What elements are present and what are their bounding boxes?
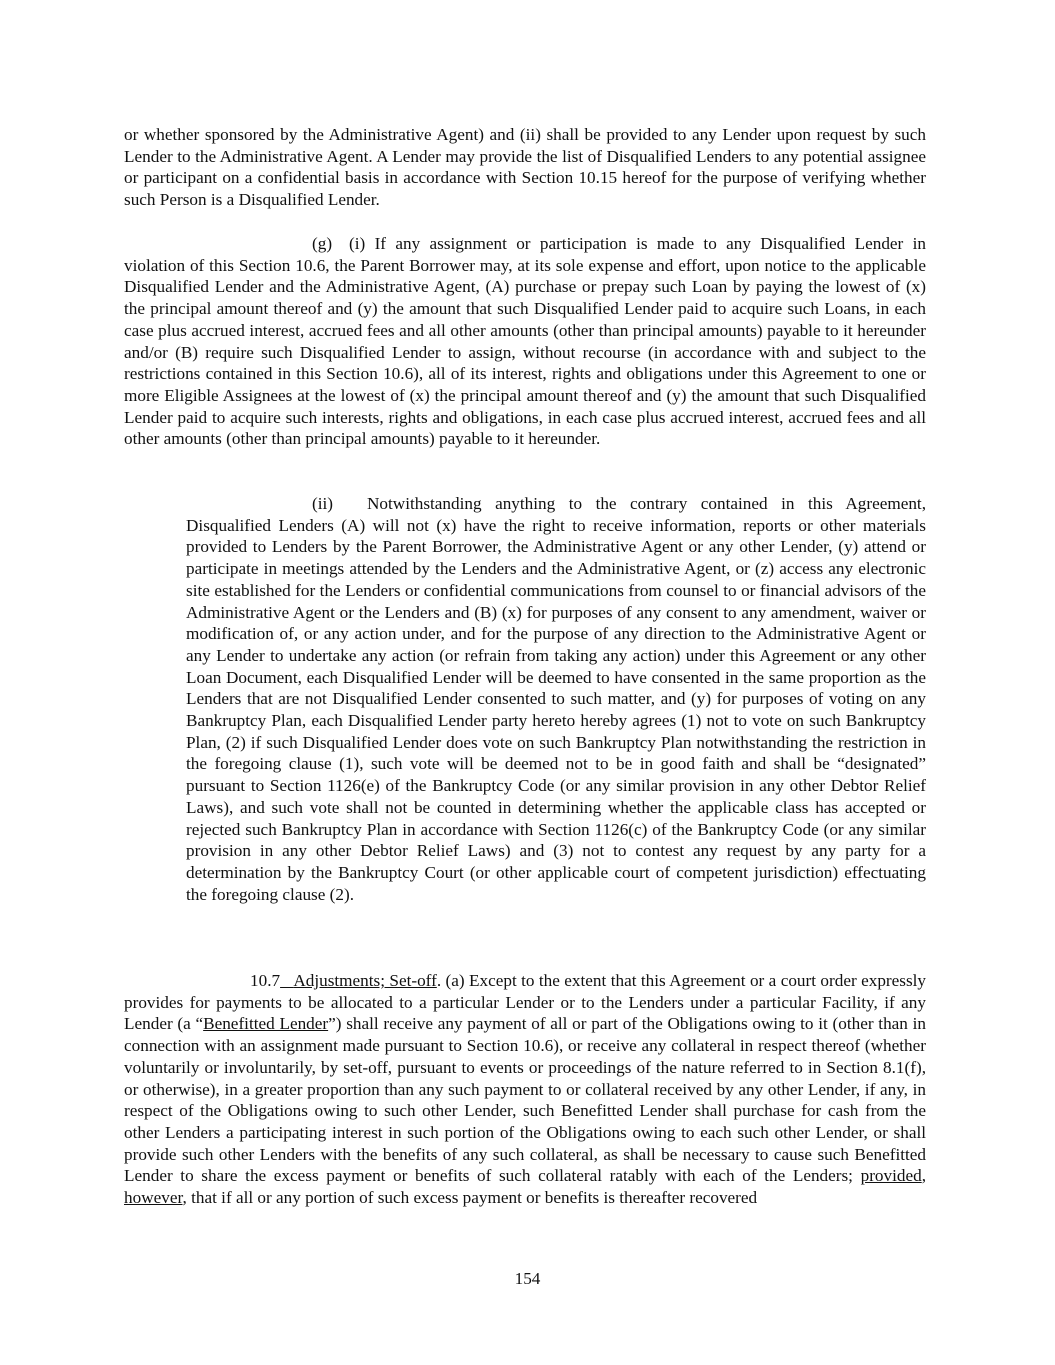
paragraph-continuation: [124, 124, 926, 211]
section-number: 10.7: [250, 971, 281, 990]
however-term: however: [124, 1188, 183, 1208]
paragraph-text: or whether sponsored by the Administrative Agent) and (ii) shall be provided to any Lender upon request by such Lender to the Administrative Agent. A Lender may provide the list of Disqualified Lenders to any potential assignee or participant on a confidential basis in accordance with Section 10.15 hereof for the purpose of verifying whether such Person is a Disqualified Lender.: [124, 125, 926, 210]
paragraph-text: If any assignment or participation is made to any Disqualified Lender in violation of this Section 10.6, the Parent Borrower may, at its sole expense and effort, upon notice to the applicable Disqualified Lender and the Administrative Agent, (A) purchase or prepay such Loan by paying the lowest of (x) the principal amount thereof and (y) the amount that such Disqualified Lender paid to acquire such Loans, in each case plus accrued interest, accrued fees and all other amounts (other than principal amounts) payable to it hereunder and/or (B) require such Disqualified Lender to assign, without recourse (in accordance with and subject to the restrictions contained in this Section 10.6), all of its interest, rights and obligations under this Agreement to one or more Eligible Assignees at the lowest of (x) the principal amount thereof and (y) the amount that such Disqualified Lender paid to acquire such interests, rights and obligations, in each case plus accrued interest, accrued fees and all other amounts (other than principal amounts) payable to it hereunder.: [124, 234, 926, 449]
paragraph-ii: [186, 493, 926, 905]
section-heading: Adjustments; Set-off: [293, 971, 437, 990]
clause-label-i: (i): [349, 234, 366, 253]
provided-term: provided: [860, 1166, 922, 1186]
paragraph-g: [124, 233, 926, 450]
defined-term: Benefitted Lender: [203, 1014, 329, 1034]
clause-label-ii: (ii): [312, 494, 333, 513]
clause-label-g: (g): [312, 234, 333, 253]
section-10-7: 10.7 Adjustments; Set-off. (a) Except to the extent that this Agreement or a court order expressly provides for payments to be allocated to a particular Lender or to the Lenders under a particular Facility, if any Lender (a “Benefitted Lender”) shall receive any payment of all or part of the Obligations owing to it (other than in connection with an assignment made pursuant to Section 10.6), or receive any collateral in respect thereof (whether voluntarily or involuntarily, by set-off, pursuant to events or proceedings of the nature referred to in Section 8.1(f), or otherwise), in a greater proportion than any such payment to or collateral received by any other Lender, if any, in respect of the Obligations owing to such other Lender, such Benefitted Lender shall purchase for cash from the other Lenders a participating interest in such portion of the Obligations owing to each such other Lender, or shall provide such other Lenders with the benefits of any such collateral, as shall be necessary to cause such Benefitted Lender to share the excess payment or benefits of such collateral ratably with each of the Lenders; provided, however, that if all or any portion of such excess payment or benefits is thereafter recovered: [124, 971, 927, 1208]
paragraph-text: Notwithstanding anything to the contrary contained in this Agreement, Disqualified Lenders (A) will not (x) have the right to receive information, reports or other materials provided to Lenders by the Parent Borrower, the Administrative Agent or any other Lender, (y) attend or participate in meetings attended by the Lenders and the Administrative Agent, or (z) access any electronic site established for the Lenders or confidential communications from counsel to or financial advisors of the Administrative Agent or the Lenders and (B) (x) for purposes of any consent to any amendment, waiver or modification of, or any action under, and for the purpose of any direction to the Administrative Agent or any Lender to undertake any action (or refrain from taking any action) under this Agreement or any other Loan Document, each Disqualified Lender will be deemed to have consented in the same proportion as the Lenders that are not Disqualified Lender consented to such matter, and (y) for purposes of voting on any Bankruptcy Plan, each Disqualified Lender party hereto hereby agrees (1) not to vote on such Bankruptcy Plan, (2) if such Disqualified Lender does vote on such Bankruptcy Plan notwithstanding the restriction in the foregoing clause (1), such vote will be deemed not to be in good faith and shall be “designated” pursuant to Section 1126(e) of the Bankruptcy Code (or any similar provision in any other Debtor Relief Laws), and such vote shall not be counted in determining whether the applicable class has accepted or rejected such Bankruptcy Plan in accordance with Section 1126(c) of the Bankruptcy Code (or any similar provision in any other Debtor Relief Laws) and (3) not to contest any request by any party for a determination by the Bankruptcy Court (or other applicable court of competent jurisdiction) effectuating the foregoing clause (2).: [186, 494, 926, 904]
page-number: 154: [514, 1269, 541, 1288]
